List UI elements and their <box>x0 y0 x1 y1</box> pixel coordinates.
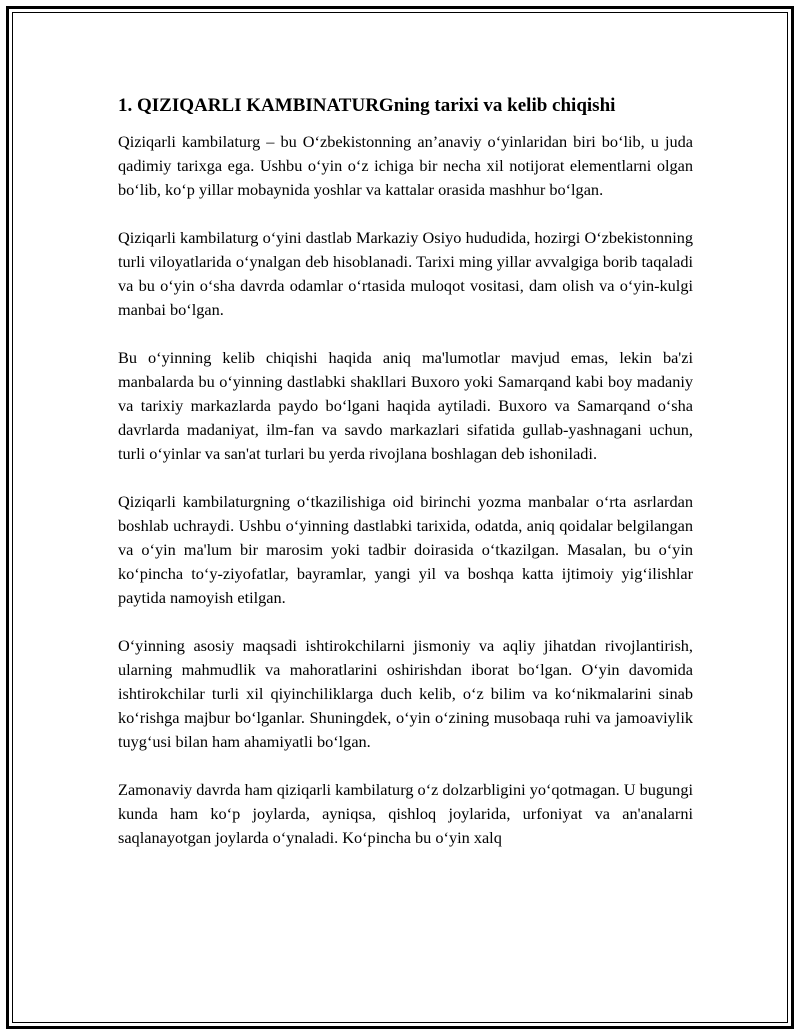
paragraph-5: O‘yinning asosiy maqsadi ishtirokchilarni jismoniy va aqliy jihatdan rivojlantirish, ularning mahmudlik va mahoratlarini oshirishdan iborat bo‘lgan. O‘yin davomida ishtirokchilar turli xil qiyinchiliklarga duch kelib, o‘z bilim va ko‘nikmalarini sinab ko‘rishga majbur bo‘lganlar. Shuningdek, o‘yin o‘zining musobaqa ruhi va jamoaviylik tuyg‘usi bilan ham ahamiyatli bo‘lgan. <box>118 636 693 751</box>
paragraph-4: Qiziqarli kambilaturgning o‘tkazilishiga oid birinchi yozma manbalar o‘rta asrlardan boshlab uchraydi. Ushbu o‘yinning dastlabki tarixida, odatda, aniq qoidalar belgilangan va o‘yin ma'lum bir marosim yoki tadbir doirasida o‘tkazilgan. Masalan, bu o‘yin ko‘pincha to‘y-ziyofatlar, bayramlar, yangi yil va boshqa katta ijtimoiy yig‘ilishlar paytida namoyish etilgan. <box>118 492 693 607</box>
paragraph-3: Bu o‘yinning kelib chiqishi haqida aniq ma'lumotlar mavjud emas, lekin ba'zi manbalarda bu o‘yinning dastlabki shakllari Buxoro yoki Samarqand kabi boy madaniy va tarixiy markazlarda paydo bo‘lgani haqida aytiladi. Buxoro va Samarqand o‘sha davrlarda madaniyat, ilm-fan va savdo markazlari sifatida gullab-yashnagani uchun, turli o‘yinlar va san'at turlari bu yerda rivojlana boshlagan deb ishoniladi. <box>118 348 693 463</box>
paragraph-6: Zamonaviy davrda ham qiziqarli kambilaturg o‘z dolzarbligini yo‘qotmagan. U bugungi kunda ham ko‘p joylarda, ayniqsa, qishloq joylarida, urfoniyat va an'analarni saqlanayotgan joylarda o‘ynaladi. Ko‘pincha bu o‘yin xalq <box>118 780 693 847</box>
paragraph-2: Qiziqarli kambilaturg o‘yini dastlab Markaziy Osiyo hududida, hozirgi O‘zbekistonning turli viloyatlarida o‘ynalgan deb hisoblanadi. Tarixi ming yillar avvalgiga borib taqaladi va bu o‘yin o‘sha davrda odamlar o‘rtasida muloqot vositasi, dam olish va o‘yin-kulgi manbai bo‘lgan. <box>118 228 693 319</box>
section-heading: 1. QIZIQARLI KAMBINATURGning tarixi va kelib chiqishi <box>118 95 616 116</box>
paragraph-1: Qiziqarli kambilaturg – bu O‘zbekistonning an’anaviy o‘yinlaridan biri bo‘lib, u juda qadimiy tarixga ega. Ushbu o‘yin o‘z ichiga bir necha xil notijorat elementlarni olgan bo‘lib, ko‘p yillar mobaynida yoshlar va kattalar orasida mashhur bo‘lgan. <box>118 132 693 199</box>
document-body <box>118 94 693 874</box>
